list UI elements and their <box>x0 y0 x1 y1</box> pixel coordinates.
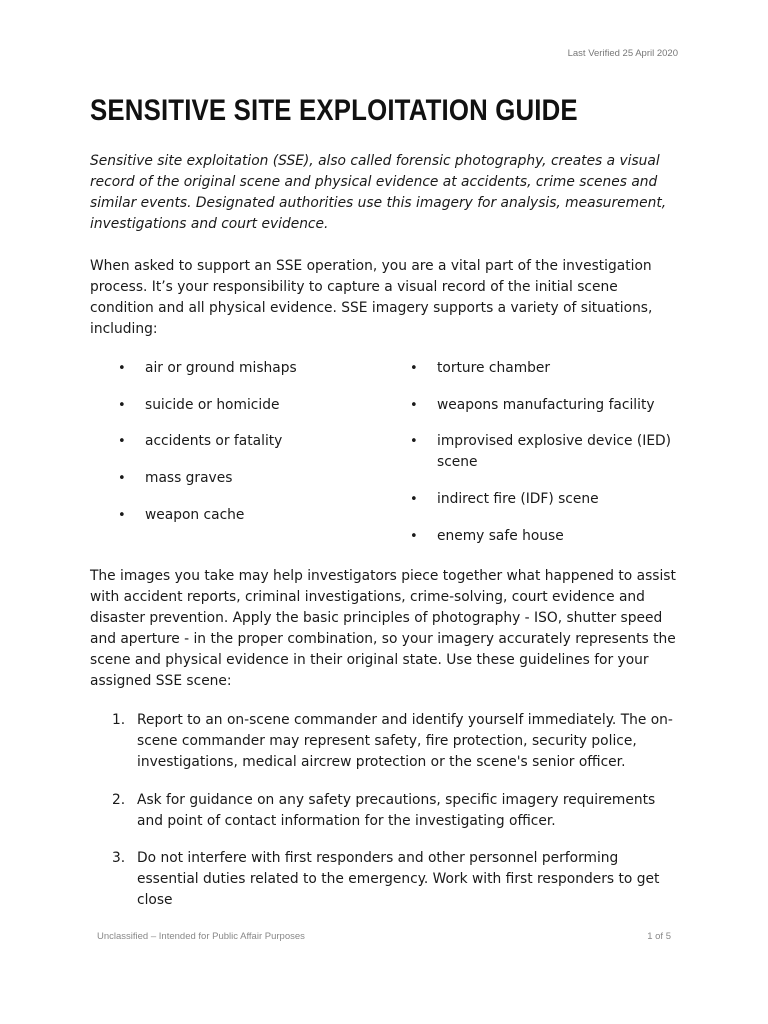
step-number: 2. <box>112 792 126 808</box>
step-number: 3. <box>112 850 126 866</box>
bullet-icon: • <box>118 398 126 413</box>
bullet-icon: • <box>118 361 126 376</box>
step-text: Ask for guidance on any safety precautions, specific imagery requirements and point of contact information for the investigating officer. <box>137 792 656 829</box>
bullet-icon: • <box>118 508 126 523</box>
body-paragraph-1: When asked to support an SSE operation, you are a vital part of the investigation process. It’s your responsibility to capture a visual record of the initial scene condition and all physical evidence. SSE imagery supports a variety of situations, including: <box>90 258 653 337</box>
bullet-icon: • <box>410 529 418 544</box>
last-verified-date: Last Verified 25 April 2020 <box>567 48 678 59</box>
bullet-icon: • <box>410 361 418 376</box>
bullet-icon: • <box>410 492 418 507</box>
bullet-icon: • <box>118 434 126 449</box>
step-text: Do not interfere with first responders and other personnel performing essential duties related to the emergency. Work with first responders to get close <box>137 850 660 908</box>
body-paragraph-2: The images you take may help investigators piece together what happened to assist with accident reports, criminal investigations, crime-solving, court evidence and disaster prevention. Apply the basic principles of photography - ISO, shutter speed and aperture - in the proper combination, so your imagery accurately represents the scene and physical evidence in their original state. Use these guidelines for your assigned SSE scene: <box>90 568 676 689</box>
footer-classification: Unclassified – Intended for Public Affair Purposes <box>97 931 305 942</box>
page-title: SENSITIVE SITE EXPLOITATION GUIDE <box>90 94 578 127</box>
bullet-icon: • <box>410 398 418 413</box>
bullet-icon: • <box>410 434 418 449</box>
intro-paragraph: Sensitive site exploitation (SSE), also called forensic photography, creates a visual record of the original scene and physical evidence at accidents, crime scenes and similar events. Designated authorities use this imagery for analysis, measurement, investigations and court evidence. <box>90 153 667 232</box>
step-text: Report to an on-scene commander and identify yourself immediately. The on-scene commander may represent safety, fire protection, security police, investigations, medical aircrew protection or the scene's senior officer. <box>137 712 673 770</box>
bullet-icon: • <box>118 471 126 486</box>
page-number: 1 of 5 <box>647 931 671 942</box>
step-number: 1. <box>112 712 126 728</box>
